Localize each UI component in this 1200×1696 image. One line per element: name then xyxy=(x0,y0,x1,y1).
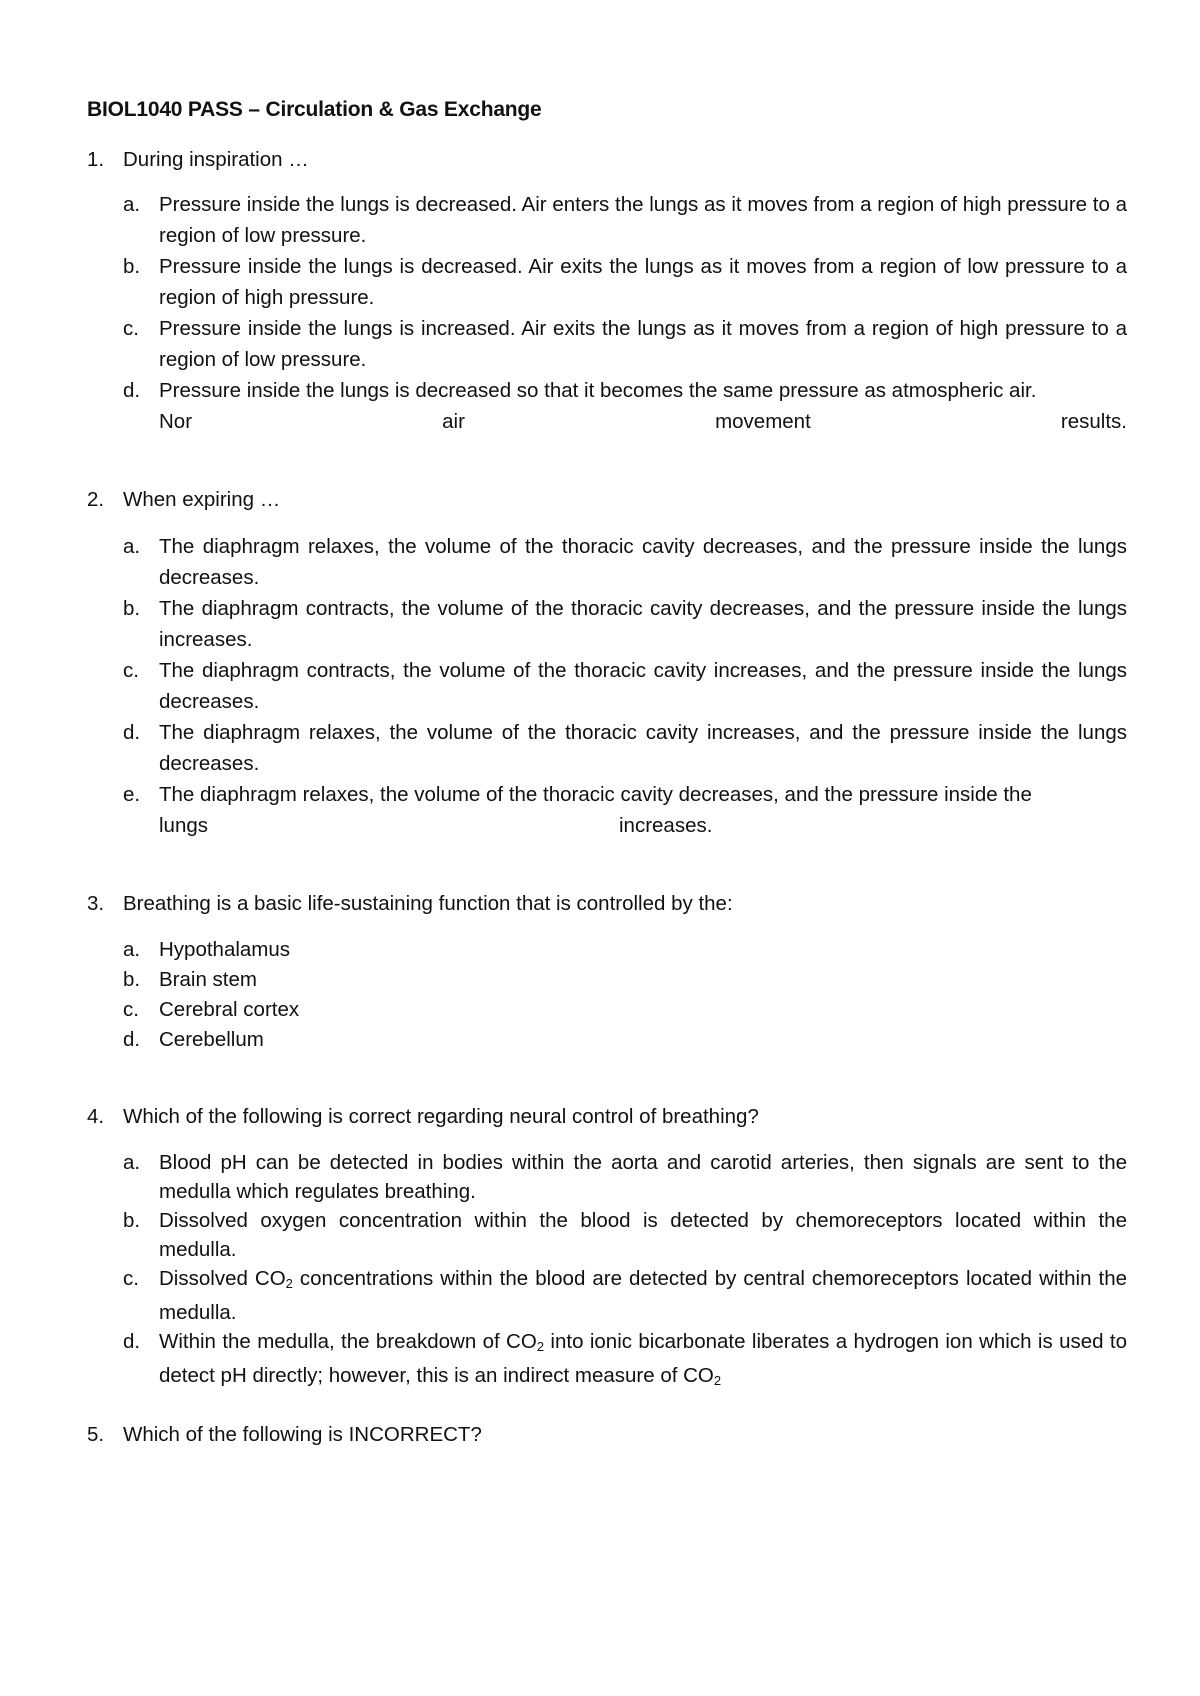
option-c: c. Dissolved $CO_2$ concentrations within the blood are detected by central chemoreceptors located within the medulla. xyxy=(123,1267,1127,1324)
question-4 xyxy=(87,1102,1127,1395)
page-title: BIOL1040 PASS – Circulation & Gas Exchange xyxy=(87,98,542,121)
question-1 xyxy=(87,145,1127,437)
option-b: b. Brain stem xyxy=(123,968,257,991)
question-number: 3. xyxy=(87,892,105,915)
option-a: a. Blood pH can be detected in bodies within the aorta and carotid arteries, then signals are sent to the medulla which regulates breathing. xyxy=(123,1151,1127,1203)
option-c: c. Pressure inside the lungs is increased. Air exits the lungs as it moves from a region of high pressure to a region of low pressure. xyxy=(123,317,1127,371)
option-d: d. Pressure inside the lungs is decreased so that it becomes the same pressure as atmospheric air. Nor air movement results. xyxy=(123,379,1127,433)
option-b: b. Pressure inside the lungs is decreased. Air exits the lungs as it moves from a region of low pressure to a region of high pressure. xyxy=(123,255,1127,309)
option-d: d. Cerebellum xyxy=(123,1028,264,1051)
option-c: c. Cerebral cortex xyxy=(123,998,300,1021)
option-a: a. The diaphragm relaxes, the volume of the thoracic cavity decreases, and the pressure inside the lungs decreases. xyxy=(123,535,1127,589)
option-c: c. The diaphragm contracts, the volume of the thoracic cavity increases, and the pressure inside the lungs decreases. xyxy=(123,659,1127,713)
option-b: b. The diaphragm contracts, the volume of the thoracic cavity decreases, and the pressure inside the lungs increases. xyxy=(123,597,1127,651)
option-b: b. Dissolved oxygen concentration within the blood is detected by chemoreceptors located within the medulla. xyxy=(123,1209,1127,1261)
option-a: a. Hypothalamus xyxy=(123,938,291,961)
option-d: d. The diaphragm relaxes, the volume of the thoracic cavity increases, and the pressure inside the lungs decreases. xyxy=(123,721,1127,775)
question-2 xyxy=(87,485,1127,841)
option-e: e. The diaphragm relaxes, the volume of the thoracic cavity decreases, and the pressure inside the lungs increases. xyxy=(123,783,1032,837)
question-stem: Which of the following is correct regarding neural control of breathing? xyxy=(123,1105,759,1128)
question-number: 2. xyxy=(87,488,105,511)
question-number: 1. xyxy=(87,148,105,171)
question-5 xyxy=(87,1420,1127,1450)
option-a: a. Pressure inside the lungs is decreased. Air enters the lungs as it moves from a region of high pressure to a region of low pressure. xyxy=(123,193,1127,247)
question-stem: During inspiration … xyxy=(123,148,309,171)
question-stem: Which of the following is INCORRECT? xyxy=(123,1423,482,1446)
question-3 xyxy=(87,889,1127,1055)
question-stem: Breathing is a basic life-sustaining function that is controlled by the: xyxy=(123,892,733,915)
question-stem: When expiring … xyxy=(123,488,281,511)
option-d: d. Within the medulla, the breakdown of $CO_2$ into ionic bicarbonate liberates a hydrogen ion which is used to detect pH directly; however, this is an indirect measure of $CO_2$ xyxy=(123,1330,1127,1388)
question-number: 5. xyxy=(87,1423,105,1446)
question-number: 4. xyxy=(87,1105,105,1128)
